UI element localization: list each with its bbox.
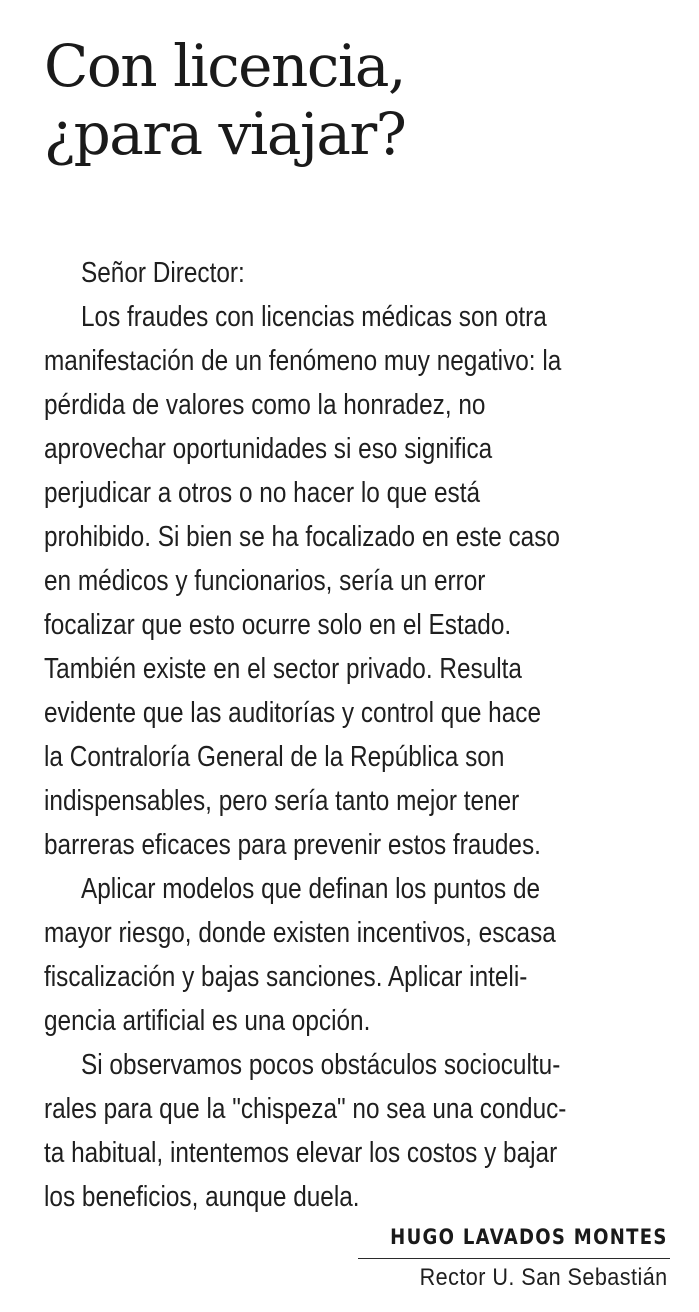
body-line: perjudicar a otros o no hacer lo que está bbox=[44, 477, 481, 509]
body-line: barreras eficaces para prevenir estos fraudes. bbox=[44, 829, 541, 861]
body-line: gencia artificial es una opción. bbox=[44, 1005, 371, 1037]
body-line: prohibido. Si bien se ha focalizado en este caso bbox=[44, 521, 560, 553]
body-line: en médicos y funcionarios, sería un error bbox=[44, 565, 486, 597]
body-line: También existe en el sector privado. Resulta bbox=[44, 653, 522, 685]
body-line: mayor riesgo, donde existen incentivos, escasa bbox=[44, 917, 556, 949]
body-line: fiscalización y bajas sanciones. Aplicar inteli- bbox=[44, 961, 528, 993]
body-line: Si observamos pocos obstáculos sociocultu- bbox=[81, 1049, 561, 1081]
body-line: manifestación de un fenómeno muy negativo: la bbox=[44, 345, 562, 377]
body-line: Los fraudes con licencias médicas son otra bbox=[81, 301, 547, 333]
body-line: rales para que la "chispeza" no sea una conduc- bbox=[44, 1093, 567, 1125]
body-line: los beneficios, aunque duela. bbox=[44, 1181, 360, 1213]
headline-line-2: ¿para viajar? bbox=[44, 100, 406, 168]
headline-line-1: Con licencia, bbox=[44, 32, 405, 100]
body-line: evidente que las auditorías y control que hace bbox=[44, 697, 542, 729]
author-title: Rector U. San Sebastián bbox=[419, 1264, 668, 1291]
author-name: HUGO LAVADOS MONTES bbox=[390, 1225, 668, 1249]
body-line: indispensables, pero sería tanto mejor tener bbox=[44, 785, 520, 817]
body-line: la Contraloría General de la República son bbox=[44, 741, 505, 773]
signature-divider bbox=[358, 1258, 670, 1259]
body-line: Aplicar modelos que definan los puntos de bbox=[81, 873, 541, 905]
salutation: Señor Director: bbox=[81, 257, 245, 289]
body-line: focalizar que esto ocurre solo en el Estado. bbox=[44, 609, 512, 641]
body-line: ta habitual, intentemos elevar los costos y bajar bbox=[44, 1137, 558, 1169]
headline bbox=[44, 32, 684, 168]
body-line: aprovechar oportunidades si eso significa bbox=[44, 433, 493, 465]
body-line: pérdida de valores como la honradez, no bbox=[44, 389, 486, 421]
